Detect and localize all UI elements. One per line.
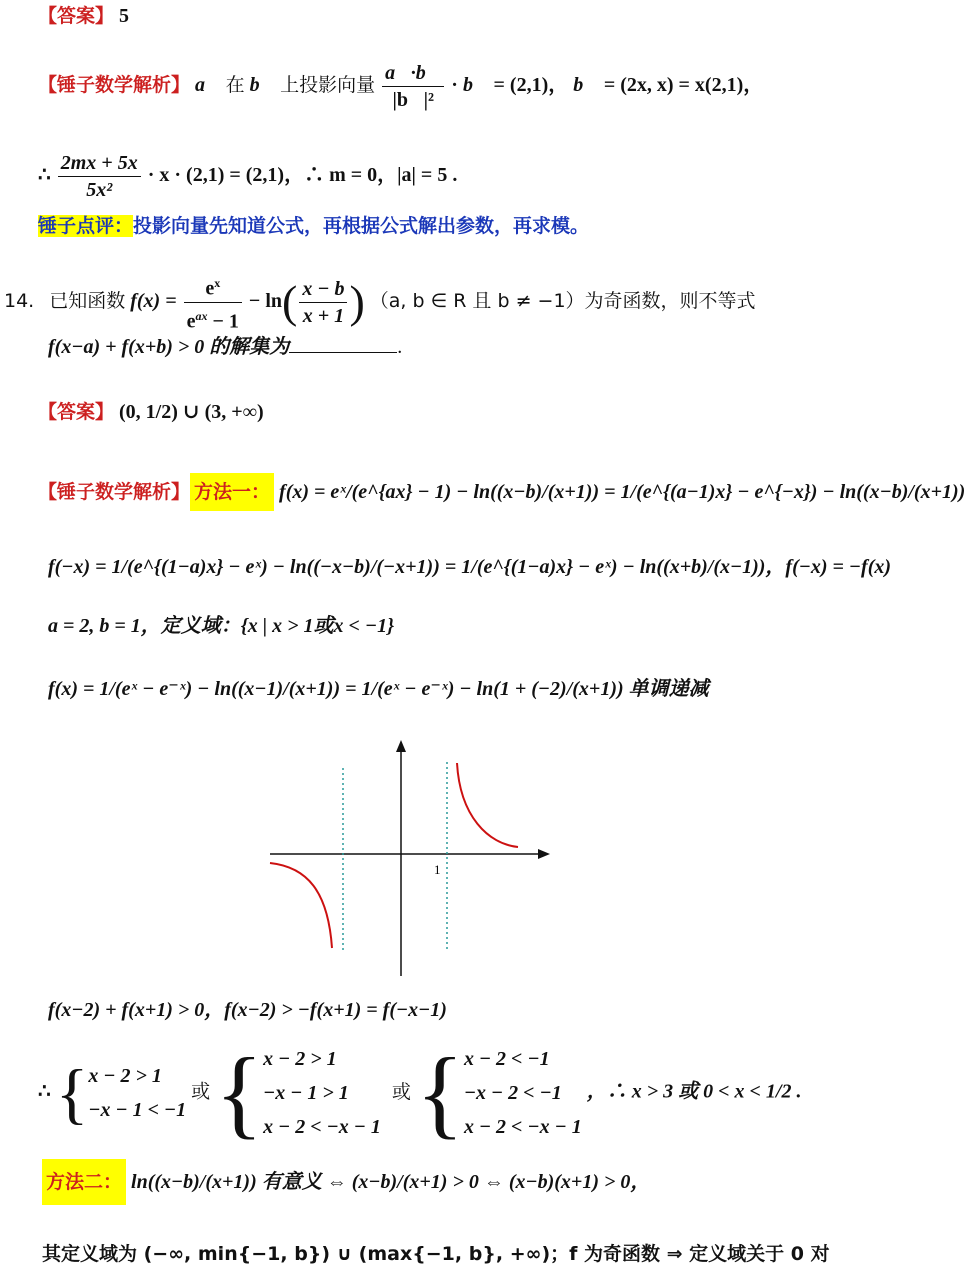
- m1-label: 方法一：: [190, 473, 274, 511]
- q14-f: f(x) =: [130, 289, 177, 312]
- m-frac-num: 2mx + 5x: [58, 150, 141, 177]
- m1-ab-line: a = 2, b = 1，定义域：{x | x > 1或x < −1}: [48, 615, 395, 637]
- vec-a: a⃗: [195, 74, 221, 97]
- therefore: ∴: [38, 164, 51, 187]
- curve-left-branch: [270, 863, 332, 948]
- answer-label: 【答案】: [38, 5, 115, 27]
- m2-line1-text: ln((x−b)/(x+1)) 有意义 ⇔ (x−b)/(x+1) > 0 ⇔ (x−b)(x+1) > 0，: [131, 1171, 651, 1193]
- prev-answer-line: [38, 2, 129, 30]
- brace-1: {: [55, 1055, 89, 1131]
- system-1: [88, 1059, 186, 1127]
- m1-therefore: ∴: [38, 1080, 51, 1103]
- text-zai: 在: [225, 74, 245, 97]
- m1-systems: [38, 1037, 802, 1148]
- m1-line1: [38, 478, 965, 506]
- b-value: = (2x, x) = x(2,1)，: [603, 74, 764, 97]
- projection-fraction: [382, 60, 444, 113]
- m2-line2: [42, 1240, 830, 1268]
- system-2: [263, 1042, 381, 1144]
- m1-line4: [48, 675, 709, 703]
- m2-label: 方法二：: [42, 1159, 126, 1205]
- or-1: 或: [191, 1080, 211, 1103]
- proj-num: a⃗·b⃗: [382, 60, 444, 87]
- sys1-row2: −x − 1 < −1: [88, 1099, 187, 1121]
- sys3-row1: x − 2 < −1: [463, 1048, 550, 1070]
- x-axis-arrow: [538, 849, 550, 859]
- q14-answer-label: 【答案】: [38, 401, 115, 423]
- curve-right-branch: [457, 763, 518, 847]
- brace-2: {: [215, 1037, 264, 1148]
- sys1-row1: x − 2 > 1: [88, 1065, 162, 1087]
- m-rest: · x · (2,1) = (2,1)，∴ m = 0，|a| = 5 .: [147, 164, 458, 187]
- q14-cond: （a, b ∈ R 且 b ≠ −1）为奇函数，则不等式: [369, 289, 756, 312]
- q14-frac1: [184, 270, 242, 334]
- system-3: [464, 1042, 582, 1144]
- sys2-row1: x − 2 > 1: [263, 1048, 337, 1070]
- q14-answer-line: [38, 398, 264, 426]
- review-label: 锤子点评：: [38, 215, 134, 237]
- analysis-label: 【锤子数学解析】: [38, 74, 191, 97]
- q14-number: 14.: [4, 289, 35, 312]
- m1-conclusion: ，∴ x > 3 或 0 < x < 1/2 .: [586, 1080, 802, 1103]
- q14-stem-line1: [4, 270, 756, 334]
- m1-fneg-line: f(−x) = 1/(e^{(1−a)x} − eˣ) − ln((−x−b)/(−x+1)) = 1/(e^{(1−a)x} − eˣ) − ln((x+b)/(x−1))，f(−x) = −f(x): [48, 556, 892, 578]
- q14-stem-line2: [48, 333, 402, 361]
- q14-ineq: f(x−a) + f(x+b) > 0 的解集为: [48, 336, 290, 358]
- proj-tail: · b⃗: [451, 74, 489, 97]
- m1-fx-line: f(x) = eˣ/(e^{ax} − 1) − ln((x−b)/(x+1)) = 1/(e^{(a−1)x} − e^{−x}) − ln((x−b)/(x+1)): [279, 481, 965, 503]
- brace-3: {: [415, 1037, 464, 1148]
- prev-analysis-line1: [38, 60, 763, 113]
- vec-b2: b⃗: [573, 74, 599, 97]
- m-frac-den: 5x²: [86, 179, 113, 201]
- tick-label-1: 1: [434, 862, 441, 877]
- m-fraction: [58, 150, 141, 203]
- m2-line2-text: 其定义域为 (−∞, min{−1, b}) ∪ (max{−1, b}, +∞)；f 为奇函数 ⇒ 定义域关于 0 对: [42, 1243, 830, 1265]
- proj-result: = (2,1)，: [493, 74, 569, 97]
- m2-line1: [42, 1168, 650, 1196]
- q14-frac2: [299, 276, 347, 329]
- review-text: 投影向量先知道公式，再根据公式解出参数，再求模。: [133, 215, 590, 237]
- q14-frac1-num: $e^x$: [184, 270, 242, 303]
- or-2: 或: [391, 1080, 411, 1103]
- function-graph: [262, 736, 562, 981]
- q14-frac2-num: x − b: [299, 276, 347, 303]
- q14-ln: − ln: [248, 289, 282, 312]
- q14-answer-value: (0, 1/2) ∪ (3, +∞): [119, 401, 264, 423]
- m1-line3: [48, 612, 394, 640]
- sys3-row2: −x − 2 < −1: [463, 1082, 562, 1104]
- sys2-row2: −x − 1 > 1: [263, 1082, 349, 1104]
- q14-frac1-den: $e^{ax} - 1$: [186, 308, 239, 333]
- proj-den: |b⃗|²: [392, 89, 434, 111]
- m1-line2: [48, 553, 891, 581]
- m1-line5: [48, 996, 447, 1024]
- q14-end: .: [397, 336, 403, 358]
- q14-paren-l: (: [282, 276, 298, 328]
- m1-analysis-label: 【锤子数学解析】: [38, 481, 191, 503]
- prev-analysis-line2: [38, 150, 457, 203]
- sys2-row3: x − 2 < −x − 1: [263, 1116, 381, 1138]
- review-line: [38, 212, 589, 240]
- q14-stem-pre: 已知函数: [49, 289, 126, 312]
- q14-paren-r: ): [349, 276, 365, 328]
- text-projection: 上投影向量: [280, 74, 376, 97]
- sys3-row3: x − 2 < −x − 1: [463, 1116, 582, 1138]
- q14-blank: [289, 334, 397, 353]
- m1-ineq-line: f(x−2) + f(x+1) > 0，f(x−2) > −f(x+1) = f(−x−1): [48, 999, 447, 1021]
- y-axis-arrow: [396, 740, 406, 752]
- m1-mono-line: f(x) = 1/(eˣ − e⁻ˣ) − ln((x−1)/(x+1)) = 1/(eˣ − e⁻ˣ) − ln(1 + (−2)/(x+1)) 单调递减: [48, 678, 709, 700]
- answer-value: 5: [119, 5, 130, 27]
- q14-frac2-den: x + 1: [302, 304, 345, 327]
- vec-b: b⃗: [249, 74, 276, 97]
